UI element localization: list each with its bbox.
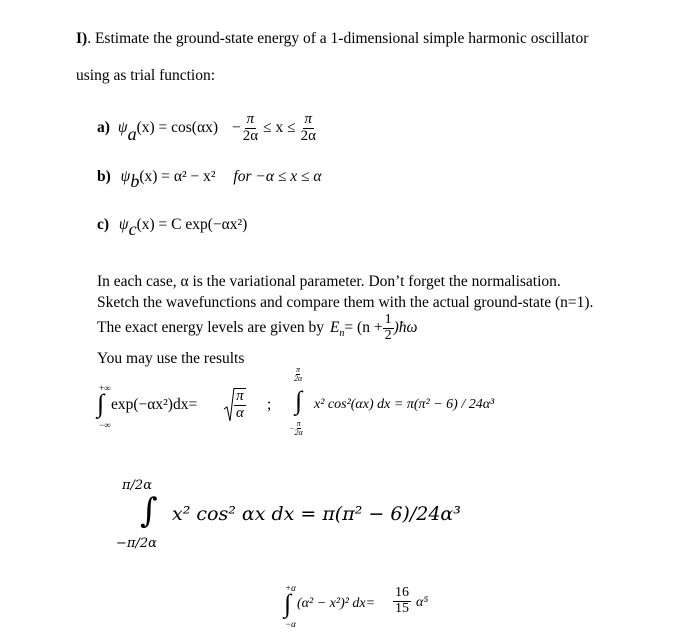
domain-a-inequality: ≤ x ≤ — [263, 119, 296, 137]
cos-upper-numerator: π — [296, 365, 301, 374]
integral-sign-icon: ∫ — [140, 491, 158, 531]
domain-a-lower-denominator: 2α — [242, 127, 259, 144]
item-c-label: c) — [97, 216, 110, 233]
psi-c-symbol: ψ — [118, 216, 129, 233]
domain-a-lower-fraction — [241, 112, 260, 145]
domain-b-condition: for −α ≤ x ≤ α — [233, 168, 322, 185]
result-separator: ; — [267, 396, 272, 413]
cos-squared-integral — [290, 366, 590, 446]
problem-text-1: . Estimate the ground-state energy of a 1-dimensional simple harmonic oscillator — [87, 30, 589, 47]
instruction-line-2: Sketch the wavefunctions and compare them with the actual ground-state (n=1). — [97, 294, 594, 311]
domain-a-upper-denominator: 2α — [300, 127, 316, 144]
trial-function-a — [97, 112, 318, 145]
sqrt-expression — [223, 387, 246, 423]
poly-lower-limit: −α — [285, 619, 296, 629]
gaussian-integral — [97, 383, 287, 433]
trial-function-b — [97, 165, 322, 191]
cos-integrand: x² cos²(αx) dx = π(π² − 6) / 24α³ — [314, 397, 495, 412]
gaussian-upper-limit: +∞ — [99, 383, 111, 393]
psi-a-subscript: a — [127, 123, 137, 144]
energy-half-numerator: 1 — [384, 312, 392, 327]
cos-upper-limit — [294, 366, 302, 383]
domain-a-minus: − — [231, 119, 241, 137]
integral-sign-icon: ∫ — [295, 386, 303, 415]
poly-result-power: α⁵ — [416, 595, 429, 610]
psi-b-definition: (x) = α² − x² — [139, 168, 216, 185]
cos-upper-denominator: 2α — [294, 374, 303, 383]
trial-function-c — [97, 213, 248, 239]
domain-a-lower-numerator: π — [246, 111, 255, 127]
energy-levels-text: The exact energy levels are given by — [97, 319, 324, 337]
psi-a-definition: (x) = cos(αx) — [136, 119, 218, 137]
integral-sign-icon: ∫ — [97, 389, 105, 418]
domain-a-upper-fraction — [299, 112, 318, 145]
poly-denominator: 15 — [395, 600, 409, 616]
cos-lower-numerator: π — [296, 419, 301, 428]
problem-statement-line-2: using as trial function: — [76, 67, 216, 84]
psi-a-symbol: ψ — [117, 119, 128, 137]
display-upper-limit: π/2α — [122, 478, 152, 493]
poly-fraction — [393, 586, 411, 616]
energy-formula-start: = (n + — [344, 319, 383, 337]
cos-lower-limit — [290, 420, 303, 437]
psi-c-subscript: c — [128, 219, 137, 239]
psi-b-symbol: ψ — [120, 168, 131, 185]
poly-numerator: 16 — [395, 585, 409, 600]
polynomial-integral — [284, 583, 484, 633]
sqrt-fraction — [234, 388, 246, 422]
psi-b-subscript: b — [130, 171, 140, 191]
psi-c-definition: (x) = C exp(−αx²) — [136, 216, 248, 233]
poly-integrand: (α² − x²)² dx= — [297, 596, 376, 611]
gaussian-integrand: exp(−αx²)dx= — [111, 396, 198, 413]
display-integrand: x² cos² αx dx = π(π² − 6)/24α³ — [172, 503, 461, 525]
domain-a-upper-numerator: π — [304, 111, 313, 127]
problem-statement-line-1 — [76, 30, 588, 48]
instruction-line-3 — [97, 313, 417, 343]
display-integral — [110, 478, 510, 558]
energy-formula-end: )ħω — [393, 319, 418, 337]
poly-upper-limit: +α — [285, 583, 296, 593]
integral-sign-icon: ∫ — [284, 589, 292, 618]
instruction-line-1: In each case, α is the variational parameter. Don’t forget the normalisation. — [97, 273, 561, 290]
sqrt-numerator: π — [236, 388, 244, 405]
energy-subscript: n — [339, 327, 345, 339]
sqrt-denominator: α — [236, 405, 244, 421]
energy-symbol: E — [329, 319, 340, 337]
item-a-label: a) — [97, 119, 110, 137]
problem-label: I) — [76, 30, 88, 47]
item-b-label: b) — [97, 168, 111, 185]
energy-half-denominator: 2 — [384, 327, 392, 343]
gaussian-lower-limit: −∞ — [99, 420, 111, 430]
cos-lower-denominator: 2α — [294, 428, 303, 437]
display-lower-limit: −π/2α — [116, 536, 157, 551]
energy-half-fraction — [383, 313, 394, 343]
instruction-line-4: You may use the results — [97, 350, 245, 367]
cos-lower-minus: − — [290, 423, 295, 433]
